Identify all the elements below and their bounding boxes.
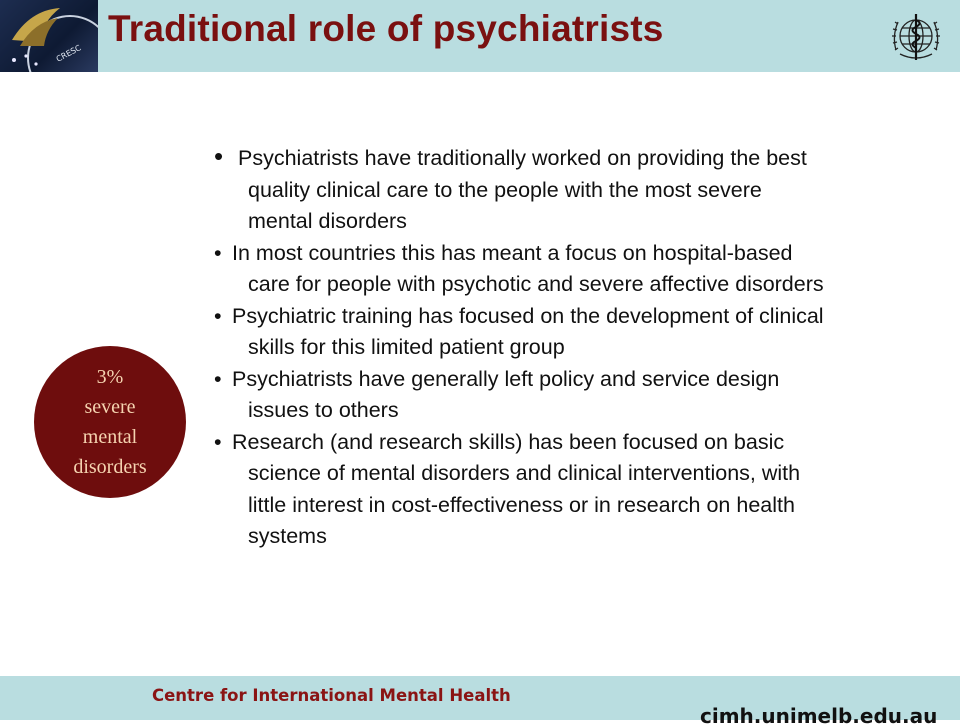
svg-text:CRESC: CRESC <box>54 43 83 64</box>
header-band <box>0 0 960 72</box>
bullet-text: Psychiatrists have generally left policy and service design issues to others <box>232 366 780 422</box>
bullet-text: In most countries this has meant a focus on hospital-based care for people with psychotic and severe affective disorders <box>232 240 824 296</box>
severity-circle <box>34 346 186 498</box>
circle-line-disorders: disorders <box>73 456 147 478</box>
who-emblem-icon <box>886 6 946 66</box>
bullet-marker: • <box>214 429 222 454</box>
crescent-emblem-icon <box>0 0 98 72</box>
bullet-item <box>214 141 824 238</box>
footer-org: Centre for International Mental Health <box>152 686 511 705</box>
circle-line-mental: mental <box>82 426 138 448</box>
bullet-marker: • <box>214 303 222 328</box>
bullet-item <box>214 301 824 364</box>
circle-line-severe: severe <box>84 396 136 418</box>
bullet-item <box>214 238 824 301</box>
circle-line-percent: 3% <box>96 366 124 388</box>
bullet-text: Psychiatric training has focused on the development of clinical skills for this limited patient group <box>232 303 824 359</box>
bullet-marker: • <box>214 240 222 265</box>
bullet-marker: • <box>214 366 222 391</box>
bullet-list <box>214 141 824 553</box>
footer-url: cimh.unimelb.edu.au <box>700 704 938 728</box>
footer-band <box>0 676 960 728</box>
bullet-marker: • <box>214 141 224 171</box>
circle-label <box>50 362 170 482</box>
bullet-item <box>214 364 824 427</box>
slide-title: Traditional role of psychiatrists <box>108 8 664 49</box>
bullet-item <box>214 427 824 553</box>
bullet-text: Research (and research skills) has been focused on basic science of mental disorders and clinical interventions, with little interest in cost-effectiveness or in research on health systems <box>232 429 801 548</box>
bullet-text: Psychiatrists have traditionally worked on providing the best quality clinical care to the people with the most severe mental disorders <box>238 146 807 233</box>
